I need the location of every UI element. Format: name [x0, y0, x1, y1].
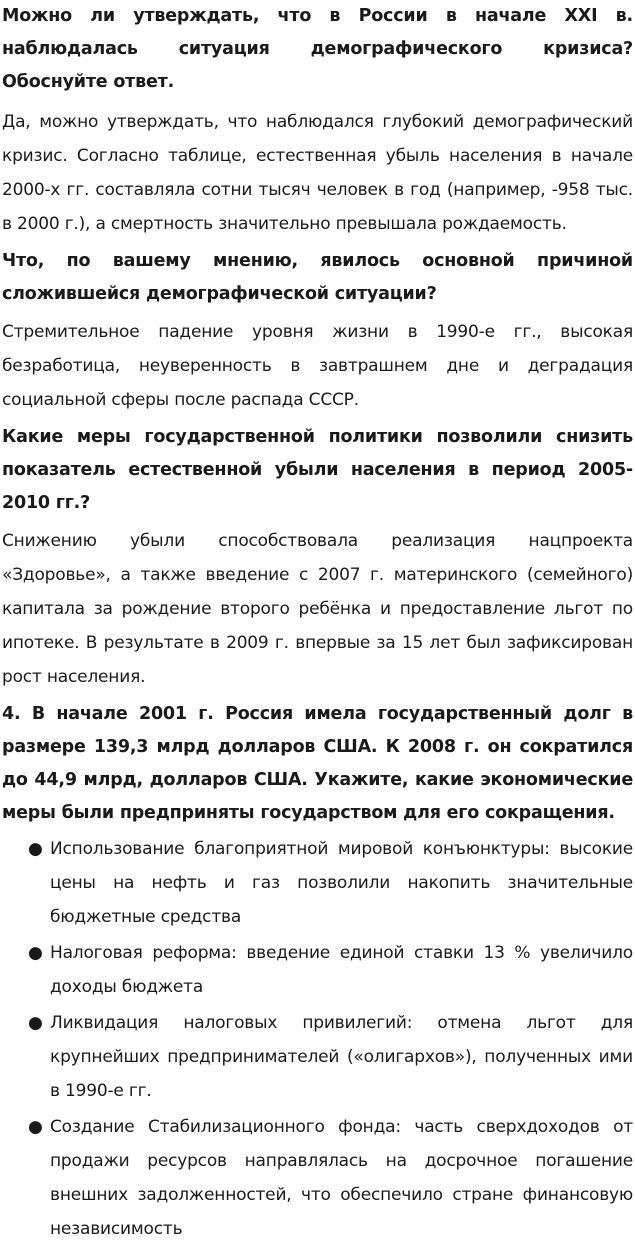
- list-item: [2, 936, 633, 1004]
- bullet-icon: ●: [28, 839, 43, 859]
- list-item: [2, 832, 633, 934]
- question-3: Какие меры государственной политики позволили снизить показатель естественной убыли населения в период 2005-2010 гг.?: [2, 427, 633, 513]
- question-2: Что, по вашему мнению, явилось основной причиной сложившейся демографической ситуации?: [2, 251, 633, 304]
- list-item-text: Налоговая реформа: введение единой ставки 13 % увеличило доходы бюджета: [50, 943, 633, 997]
- question-1: Можно ли утверждать, что в России в начале XXI в. наблюдалась ситуация демографического кризиса? Обоснуйте ответ.: [2, 6, 633, 92]
- document-page: [2, 0, 633, 1246]
- list-item-text: Использование благоприятной мировой конъюнктуры: высокие цены на нефть и газ позволили накопить значительные бюджетные средства: [50, 839, 633, 927]
- list-item-text: Создание Стабилизационного фонда: часть сверхдоходов от продажи ресурсов направлялась на досрочное погашение внешних задолженностей, что обеспечило стране финансовую независимость: [50, 1117, 633, 1239]
- question-4: 4. В начале 2001 г. Россия имела государственный долг в размере 139,3 млрд долларов США. К 2008 г. он сократился до 44,9 млрд, долларов США. Укажите, какие экономические меры были предприняты государством для его сокращения.: [2, 704, 633, 823]
- answer-2: Стремительное падение уровня жизни в 1990-е гг., высокая безработица, неуверенность в завтрашнем дне и деградация социальной сферы после распада СССР.: [2, 322, 633, 410]
- answer-1: Да, можно утверждать, что наблюдался глубокий демографический кризис. Согласно таблице, естественная убыль населения в начале 2000-х гг. составляла сотни тысяч человек в год (например, -958 тыс. в 2000 г.), а смертность значительно превышала рождаемость.: [2, 112, 633, 234]
- answer-4-list: [2, 832, 633, 1246]
- bullet-icon: ●: [28, 943, 43, 963]
- bullet-icon: ●: [28, 1117, 43, 1137]
- bullet-icon: ●: [28, 1013, 43, 1033]
- list-item: [2, 1006, 633, 1108]
- answer-3: Снижению убыли способствовала реализация нацпроекта «Здоровье», а также введение с 2007 г. материнского (семейного) капитала за рождение второго ребёнка и предоставление льгот по ипотеке. В результате в 2009 г. впервые за 15 лет был зафиксирован рост населения.: [2, 531, 633, 687]
- list-item: [2, 1110, 633, 1246]
- list-item-text: Ликвидация налоговых привилегий: отмена льгот для крупнейших предпринимателей («олигархов»), полученных ими в 1990-е гг.: [50, 1013, 633, 1101]
